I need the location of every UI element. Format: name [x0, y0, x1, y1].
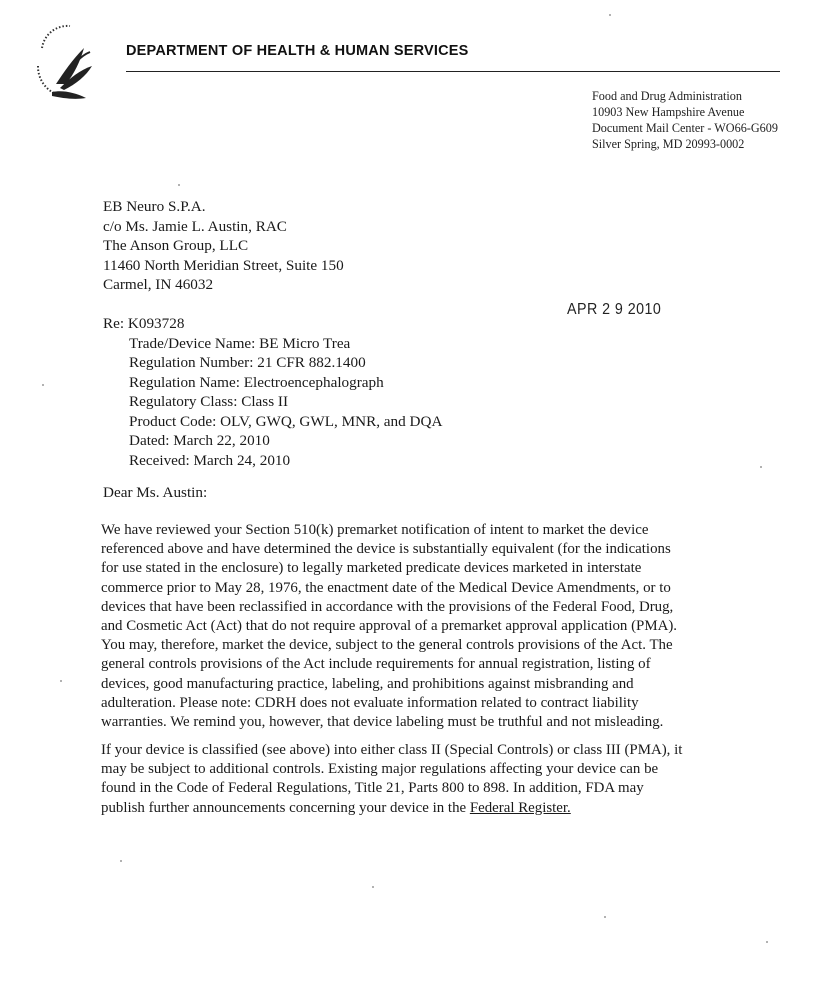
paragraph-line-text: publish further announcements concerning your device in the [101, 799, 470, 816]
paragraph-line: We have reviewed your Section 510(k) premarket notification of intent to market the device [101, 522, 649, 538]
recipient-line: Carmel, IN 46032 [103, 276, 214, 293]
paragraph-line: devices that have been reclassified in accordance with the provisions of the Federal Food, Drug, [101, 598, 674, 615]
hhs-seal-logo [30, 18, 98, 104]
reference-detail: Trade/Device Name: BE Micro Trea [129, 334, 351, 352]
scan-speck [604, 916, 606, 918]
reference-detail: Regulation Number: 21 CFR 882.1400 [129, 354, 366, 371]
reference-detail: Dated: March 22, 2010 [129, 432, 270, 449]
recipient-address [103, 197, 344, 295]
reference-detail: Regulation Name: Electroencephalograph [129, 373, 384, 391]
received-date-stamp: APR 2 9 2010 [567, 301, 662, 318]
federal-register-reference: Federal Register. [469, 799, 571, 816]
paragraph-line: referenced above and have determined the device is substantially equivalent (for the indications [101, 541, 671, 558]
address-line: Food and Drug Administration [592, 89, 742, 103]
paragraph-line: devices, good manufacturing practice, labeling, and prohibitions against misbranding and [101, 675, 634, 692]
paragraph-line: You may, therefore, market the device, subject to the general controls provisions of the Act. The [101, 637, 673, 654]
body-paragraph-2 [101, 741, 741, 818]
paragraph-line: found in the Code of Federal Regulations, Title 21, Parts 800 to 898. In addition, FDA may [101, 780, 644, 797]
scan-speck [760, 466, 762, 468]
address-line: 10903 New Hampshire Avenue [592, 105, 745, 119]
salutation: Dear Ms. Austin: [103, 484, 208, 501]
scan-speck [120, 860, 122, 862]
paragraph-line: If your device is classified (see above) into either class II (Special Controls) or class III (PMA), it [101, 742, 683, 758]
scan-speck [609, 14, 611, 16]
paragraph-line [101, 799, 741, 818]
reference-number: Re: K093728 [103, 315, 185, 332]
reference-detail: Regulatory Class: Class II [129, 393, 289, 410]
scan-speck [42, 384, 44, 386]
address-line: Silver Spring, MD 20993-0002 [592, 137, 745, 151]
recipient-line: EB Neuro S.P.A. [103, 198, 206, 215]
department-title: DEPARTMENT OF HEALTH & HUMAN SERVICES [126, 43, 469, 59]
scan-speck [372, 886, 374, 888]
recipient-line: 11460 North Meridian Street, Suite 150 [103, 256, 344, 274]
scan-speck [766, 941, 768, 943]
address-line: Document Mail Center - WO66-G609 [592, 121, 778, 135]
header-rule [126, 71, 780, 72]
paragraph-line: and Cosmetic Act (Act) that do not require approval of a premarket approval application (PMA). [101, 618, 678, 635]
paragraph-line: warranties. We remind you, however, that device labeling must be truthful and not misleading. [101, 714, 664, 731]
scan-speck [60, 680, 62, 682]
paragraph-line: general controls provisions of the Act include requirements for annual registration, listing of [101, 656, 651, 673]
reference-detail: Received: March 24, 2010 [129, 451, 291, 469]
recipient-line: c/o Ms. Jamie L. Austin, RAC [103, 217, 287, 235]
reference-detail: Product Code: OLV, GWQ, GWL, MNR, and DQA [129, 412, 443, 430]
paragraph-line: commerce prior to May 28, 1976, the enactment date of the Medical Device Amendments, or to [101, 579, 671, 596]
paragraph-line: adulteration. Please note: CDRH does not evaluate information related to contract liability [101, 694, 639, 711]
body-paragraph-1 [101, 521, 741, 732]
fda-address-block [592, 88, 778, 152]
scan-speck [178, 184, 180, 186]
recipient-line: The Anson Group, LLC [103, 237, 249, 254]
reference-block [103, 314, 442, 470]
paragraph-line: may be subject to additional controls. Existing major regulations affecting your device can be [101, 761, 659, 778]
paragraph-line: for use stated in the enclosure) to legally marketed predicate devices marketed in interstate [101, 560, 642, 577]
